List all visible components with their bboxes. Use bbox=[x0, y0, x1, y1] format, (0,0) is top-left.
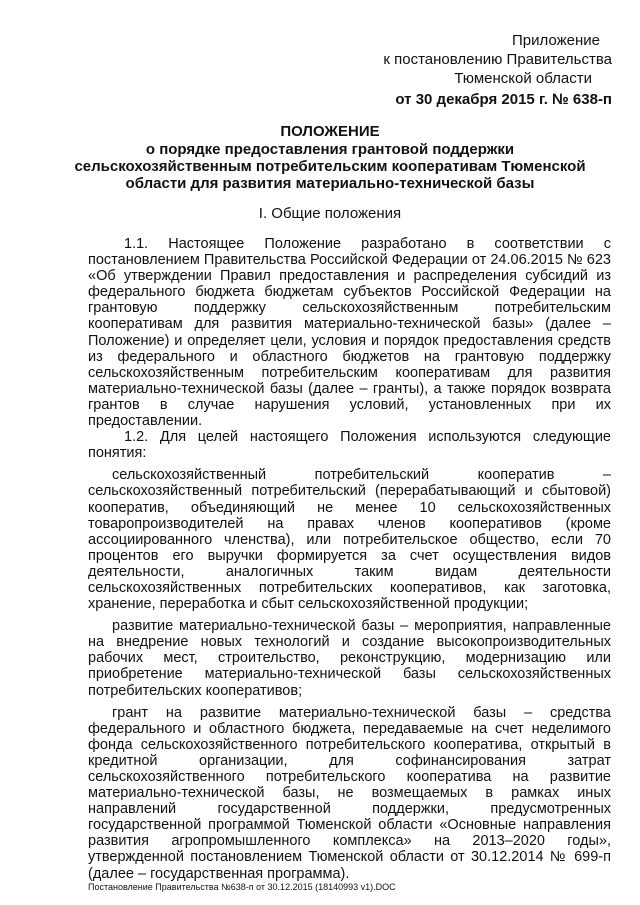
paragraph-1-1: 1.1. Настоящее Положение разработано в соответствии с постановлением Правительства Российской Федерации от 24.06.2015 № 623 «Об утверждении Правил предоставления и распределения субсидий из федерального бюджета бюджетам субъектов Российской Федерации на грантовую поддержку сельскохозяйственным потребительским кооперативам для развития материально-технической базы» (далее – Положение) и определяет цели, условия и порядок предоставления средств из федерального и областного бюджетов на грантовую поддержку сельскохозяйственным потребительским кооперативам для развития материально-технической базы (далее – гранты), а также порядок возврата грантов в случае нарушения условий, установленных при их предоставлении. bbox=[88, 236, 611, 430]
appendix-region: Тюменской области bbox=[454, 70, 592, 87]
section-heading: I. Общие положения bbox=[258, 205, 402, 222]
document-title bbox=[60, 123, 600, 192]
definition-cooperative: сельскохозяйственный потребительский кооператив – сельскохозяйственный потребительский (перерабатывающий и сбытовой) кооператив, объединяющий не менее 10 сельскохозяйственных товаропроизводителей на правах членов кооперативов (кроме ассоциированного членства), или потребительское общество, если 70 процентов его выручки формируется за счет осуществления видов деятельности, аналогичных таким видам деятельности сельскохозяйственных потребительских кооперативов, как заготовка, хранение, переработка и сбыт сельскохозяйственной продукции; bbox=[88, 467, 611, 613]
appendix-header bbox=[383, 31, 612, 109]
footer-filename: Постановление Правительства №638-п от 30.12.2015 (18140993 v1).DOC bbox=[88, 882, 396, 892]
title-subtitle: о порядке предоставления грантовой поддержки сельскохозяйственным потребительским кооперативам Тюменской области для развития материально-технической базы bbox=[74, 141, 586, 192]
title-heading: ПОЛОЖЕНИЕ bbox=[280, 123, 380, 140]
appendix-date-number: от 30 декабря 2015 г. № 638-п bbox=[395, 91, 612, 108]
definition-grant: грант на развитие материально-технической базы – средства федерального и областного бюджета, передаваемые на счет неделимого фонда сельскохозяйственного потребительского кооператива, открытый в кредитной организации, для софинансирования затрат сельскохозяйственного потребительского кооператива на развитие материально-технической базы, не возмещаемых в рамках иных направлений государственной поддержки, предусмотренных государственной программой Тюменской области «Основные направления развития агропромышленного комплекса» на 2013–2020 годы», утвержденной постановлением Тюменской области от 30.12.2014 № 699-п (далее – государственная программа). bbox=[88, 704, 611, 882]
paragraph-1-2: 1.2. Для целей настоящего Положения используются следующие понятия: bbox=[88, 429, 611, 462]
appendix-resolution-ref: к постановлению Правительства bbox=[383, 51, 612, 68]
appendix-label: Приложение bbox=[512, 32, 600, 49]
definition-material-base: развитие материально-технической базы – мероприятия, направленные на внедрение новых технологий и создание высокопроизводительных рабочих мест, строительство, реконструкцию, модернизацию или приобретение материально-технической базы сельскохозяйственных потребительских кооперативов; bbox=[88, 618, 611, 699]
document-body bbox=[88, 236, 611, 882]
